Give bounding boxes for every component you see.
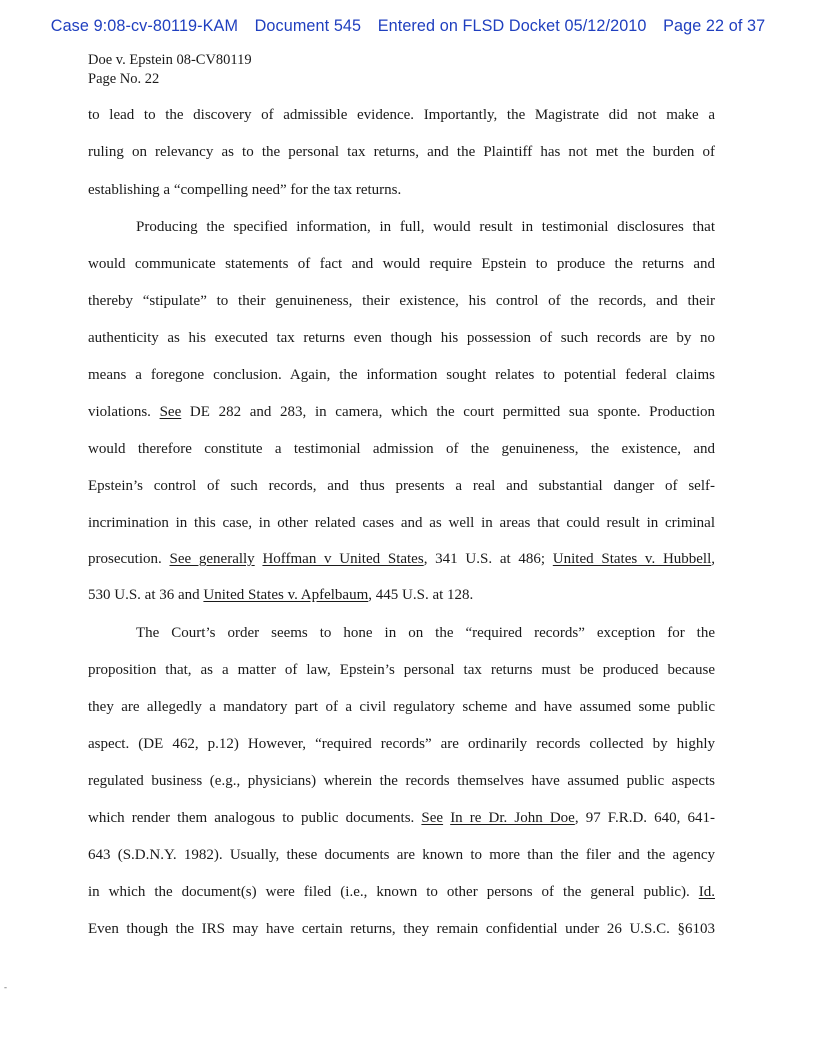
text-line: 643 (S.D.N.Y. 1982). Usually, these documents are known to more than the filer and the agency <box>88 847 715 863</box>
stamp-document: Document 545 <box>254 17 362 35</box>
text-line: establishing a “compelling need” for the tax returns. <box>88 182 402 198</box>
page-number: Page No. 22 <box>88 71 160 87</box>
text-line: means a foregone conclusion. Again, the information sought relates to potential federal claims <box>88 367 715 383</box>
text-line: aspect. (DE 462, p.12) However, “required records” are ordinarily records collected by highly <box>88 736 715 752</box>
text-line: Epstein’s control of such records, and thus presents a real and substantial danger of self- <box>88 478 715 494</box>
text-line: would communicate statements of fact and would require Epstein to produce the returns and <box>88 256 715 272</box>
text-line: proposition that, as a matter of law, Epstein’s personal tax returns must be produced because <box>88 662 715 678</box>
text-line: thereby “stipulate” to their genuineness, their existence, his control of the records, and their <box>88 293 715 309</box>
text-line: in which the document(s) were filed (i.e., known to other persons of the general public). Id. <box>88 884 715 900</box>
text-line: authenticity as his executed tax returns even though his possession of such records are by no <box>88 330 715 346</box>
stamp-entered: Entered on FLSD Docket 05/12/2010 <box>377 17 647 35</box>
text-line: to lead to the discovery of admissible evidence. Importantly, the Magistrate did not make a <box>88 107 715 123</box>
text-line: The Court’s order seems to hone in on the “required records” exception for the <box>136 625 715 641</box>
stamp-case: Case 9:08-cv-80119-KAM <box>50 17 239 35</box>
text-line: violations. See DE 282 and 283, in camera, which the court permitted sua sponte. Production <box>88 404 715 420</box>
case-caption: Doe v. Epstein 08-CV80119 <box>88 52 252 68</box>
text-line: which render them analogous to public documents. See In re Dr. John Doe, 97 F.R.D. 640, 641- <box>88 810 715 826</box>
text-line: Even though the IRS may have certain returns, they remain confidential under 26 U.S.C. §6103 <box>88 921 715 937</box>
text-line: 530 U.S. at 36 and United States v. Apfelbaum, 445 U.S. at 128. <box>88 587 474 603</box>
text-line: regulated business (e.g., physicians) wherein the records themselves have assumed public aspects <box>88 773 715 789</box>
scan-mark: - <box>4 982 7 992</box>
text-line: prosecution. See generally Hoffman v United States, 341 U.S. at 486; United States v. Hubbell, <box>88 551 716 567</box>
stamp-page: Page 22 of 37 <box>663 17 766 35</box>
text-line: they are allegedly a mandatory part of a civil regulatory scheme and have assumed some public <box>88 699 715 715</box>
docket-stamp <box>0 17 816 36</box>
text-line: would therefore constitute a testimonial admission of the genuineness, the existence, and <box>88 441 715 457</box>
text-line: ruling on relevancy as to the personal tax returns, and the Plaintiff has not met the burden of <box>88 144 715 160</box>
text-line: Producing the specified information, in full, would result in testimonial disclosures that <box>136 219 715 235</box>
text-line: incrimination in this case, in other related cases and as well in areas that could result in criminal <box>88 515 715 531</box>
